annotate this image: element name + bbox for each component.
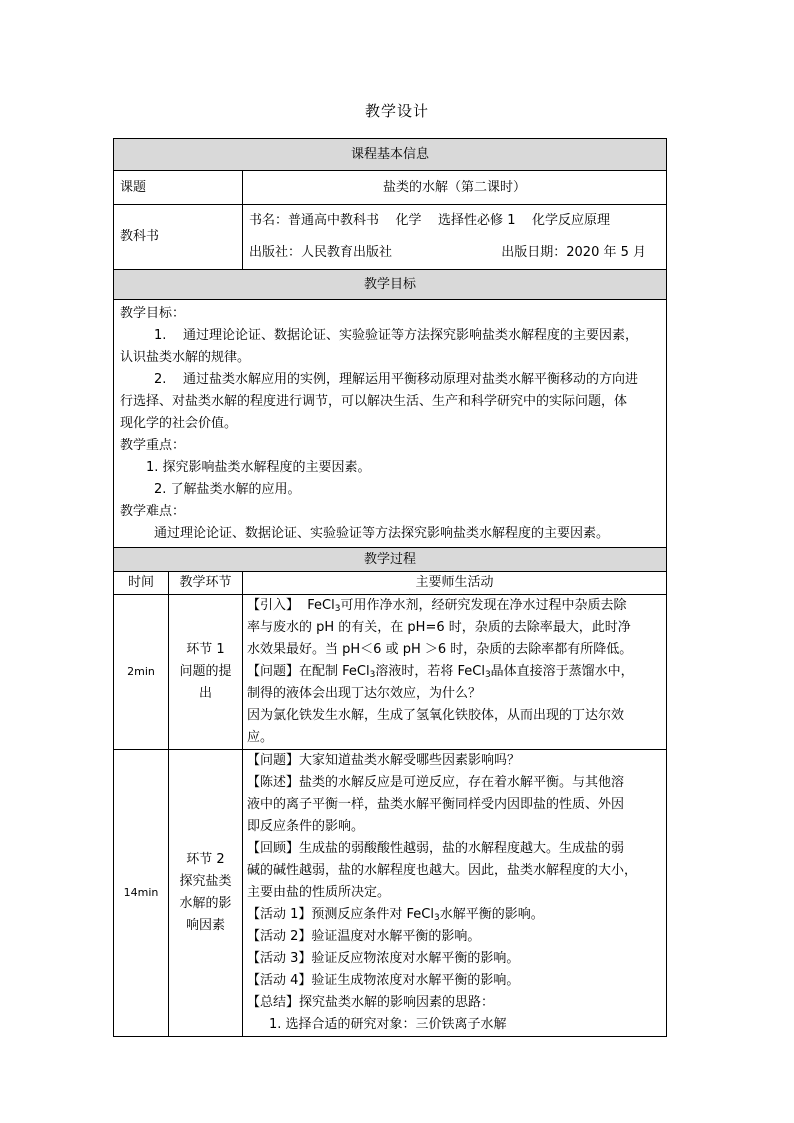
section-header-goals: 教学目标	[114, 270, 667, 300]
page-title: 教学设计	[364, 102, 429, 120]
activity-tag: 【引入】	[247, 598, 300, 613]
row-stage	[169, 595, 243, 750]
activity-tag: 【问题】	[247, 664, 300, 679]
goal-2-number: 2.	[154, 372, 167, 387]
col-header-activity: 主要师生活动	[243, 572, 667, 595]
topic-label: 课题	[114, 171, 243, 205]
row-stage	[169, 750, 243, 1037]
activity-line: 【总结】探究盐类水解的影响因素的思路：	[247, 995, 495, 1010]
row-time: 2min	[114, 595, 169, 750]
stage-line: 探究盐类	[179, 874, 232, 889]
stage-line: 水解的影	[179, 896, 232, 911]
subscript: 3	[334, 604, 341, 614]
goal-2-line-3: 现化学的社会价值。	[120, 416, 238, 431]
table-row	[114, 595, 667, 750]
difficulty-1: 通过理论论证、数据论证、实验验证等方法探究影响盐类水解程度的主要因素。	[154, 526, 610, 541]
activity-line: 制得的液体会出现丁达尔效应，为什么？	[247, 686, 482, 701]
section-header-process: 教学过程	[114, 548, 667, 572]
activity-line: 【问题】大家知道盐类水解受哪些因素影响吗？	[247, 753, 521, 768]
stage-line: 环节 1	[186, 642, 225, 657]
goal-1-text: 通过理论论证、数据论证、实验验证等方法探究影响盐类水解程度的主要因素，	[182, 328, 638, 343]
stage-line: 响因素	[185, 918, 225, 933]
row-time: 14min	[114, 750, 169, 1037]
publish-date: 出版日期：2020 年 5 月	[501, 245, 647, 260]
key-points-label: 教学重点：	[120, 438, 186, 453]
goals-content	[114, 300, 667, 548]
row-activity	[243, 595, 667, 750]
activity-line: 主要由盐的性质所决定。	[247, 885, 391, 900]
publisher-row	[249, 237, 660, 269]
activity-line: 率与废水的 pH 的有关，在 pH=6 时，杂质的去除率最大，此时净	[247, 620, 631, 635]
publisher: 出版社：人民教育出版社	[249, 245, 393, 260]
subscript: 3	[369, 670, 376, 680]
subscript: 3	[484, 670, 491, 680]
activity-line: 1. 选择合适的研究对象：三价铁离子水解	[269, 1017, 507, 1032]
goal-2-line-1	[120, 369, 660, 391]
lesson-plan-table	[113, 138, 667, 1037]
textbook-label: 教科书	[114, 205, 243, 270]
activity-line: 【活动 3】验证反应物浓度对水解平衡的影响。	[247, 951, 520, 966]
subscript: 3	[434, 913, 440, 923]
activity-line: 水效果最好。当 pH＜6 或 pH ＞6 时，杂质的去除率都有所降低。	[247, 642, 633, 657]
activity-line: 即反应条件的影响。	[247, 819, 365, 834]
textbook-details	[243, 205, 667, 270]
stage-line: 问题的提	[179, 664, 232, 679]
activity-text: FeCl	[307, 598, 335, 613]
activity-text: 可用作净水剂，经研究发现在净水过程中杂质去除	[340, 598, 627, 613]
activity-line: 【活动 2】验证温度对水解平衡的影响。	[247, 929, 481, 944]
activity-line	[247, 595, 662, 617]
goal-1-number: 1.	[154, 328, 167, 343]
section-header-basic-info: 课程基本信息	[114, 139, 667, 171]
activity-line: 【活动 4】验证生成物浓度对水解平衡的影响。	[247, 973, 520, 988]
col-header-time: 时间	[114, 572, 169, 595]
activity-line	[247, 661, 662, 683]
activity-text: 晶体直接溶于蒸馏水中，	[490, 664, 634, 679]
topic-value: 盐类的水解（第二课时）	[243, 171, 667, 205]
difficulty-label: 教学难点：	[120, 504, 186, 519]
activity-text: 水解平衡的影响。	[439, 907, 544, 922]
book-line: 书名：普通高中教科书 化学 选择性必修 1 化学反应原理	[249, 213, 610, 228]
goal-1-line-1	[120, 325, 660, 347]
activity-line	[247, 904, 662, 926]
stage-line: 出	[198, 686, 212, 701]
activity-text: 【活动 1】预测反应条件对 FeCl	[247, 907, 434, 922]
goal-1-line-2: 认识盐类水解的规律。	[120, 350, 251, 365]
activity-line: 【回顾】生成盐的弱酸酸性越弱，盐的水解程度越大。生成盐的弱	[247, 841, 625, 856]
goal-2-text: 通过盐类水解应用的实例，理解运用平衡移动原理对盐类水解平衡移动的方向进	[182, 372, 638, 387]
activity-line: 应。	[247, 730, 274, 745]
key-point-1: 1. 探究影响盐类水解程度的主要因素。	[146, 460, 371, 475]
goals-label: 教学目标：	[120, 306, 186, 321]
stage-line: 环节 2	[186, 852, 225, 867]
activity-text: 在配制 FeCl	[299, 664, 370, 679]
activity-text: 溶液时，若将 FeCl	[375, 664, 485, 679]
key-point-2: 2. 了解盐类水解的应用。	[154, 482, 301, 497]
activity-line: 液中的离子平衡一样，盐类水解平衡同样受内因即盐的性质、外因	[247, 797, 625, 812]
row-activity	[243, 750, 667, 1037]
activity-line: 碱的碱性越弱，盐的水解程度也越大。因此，盐类水解程度的大小，	[247, 863, 638, 878]
activity-line: 【陈述】盐类的水解反应是可逆反应，存在着水解平衡。与其他溶	[247, 775, 625, 790]
activity-line: 因为氯化铁发生水解，生成了氢氧化铁胶体，从而出现的丁达尔效	[247, 708, 625, 723]
col-header-stage: 教学环节	[169, 572, 243, 595]
goal-2-line-2: 行选择、对盐类水解的程度进行调节，可以解决生活、生产和科学研究中的实际问题，体	[120, 394, 628, 409]
table-row	[114, 750, 667, 1037]
